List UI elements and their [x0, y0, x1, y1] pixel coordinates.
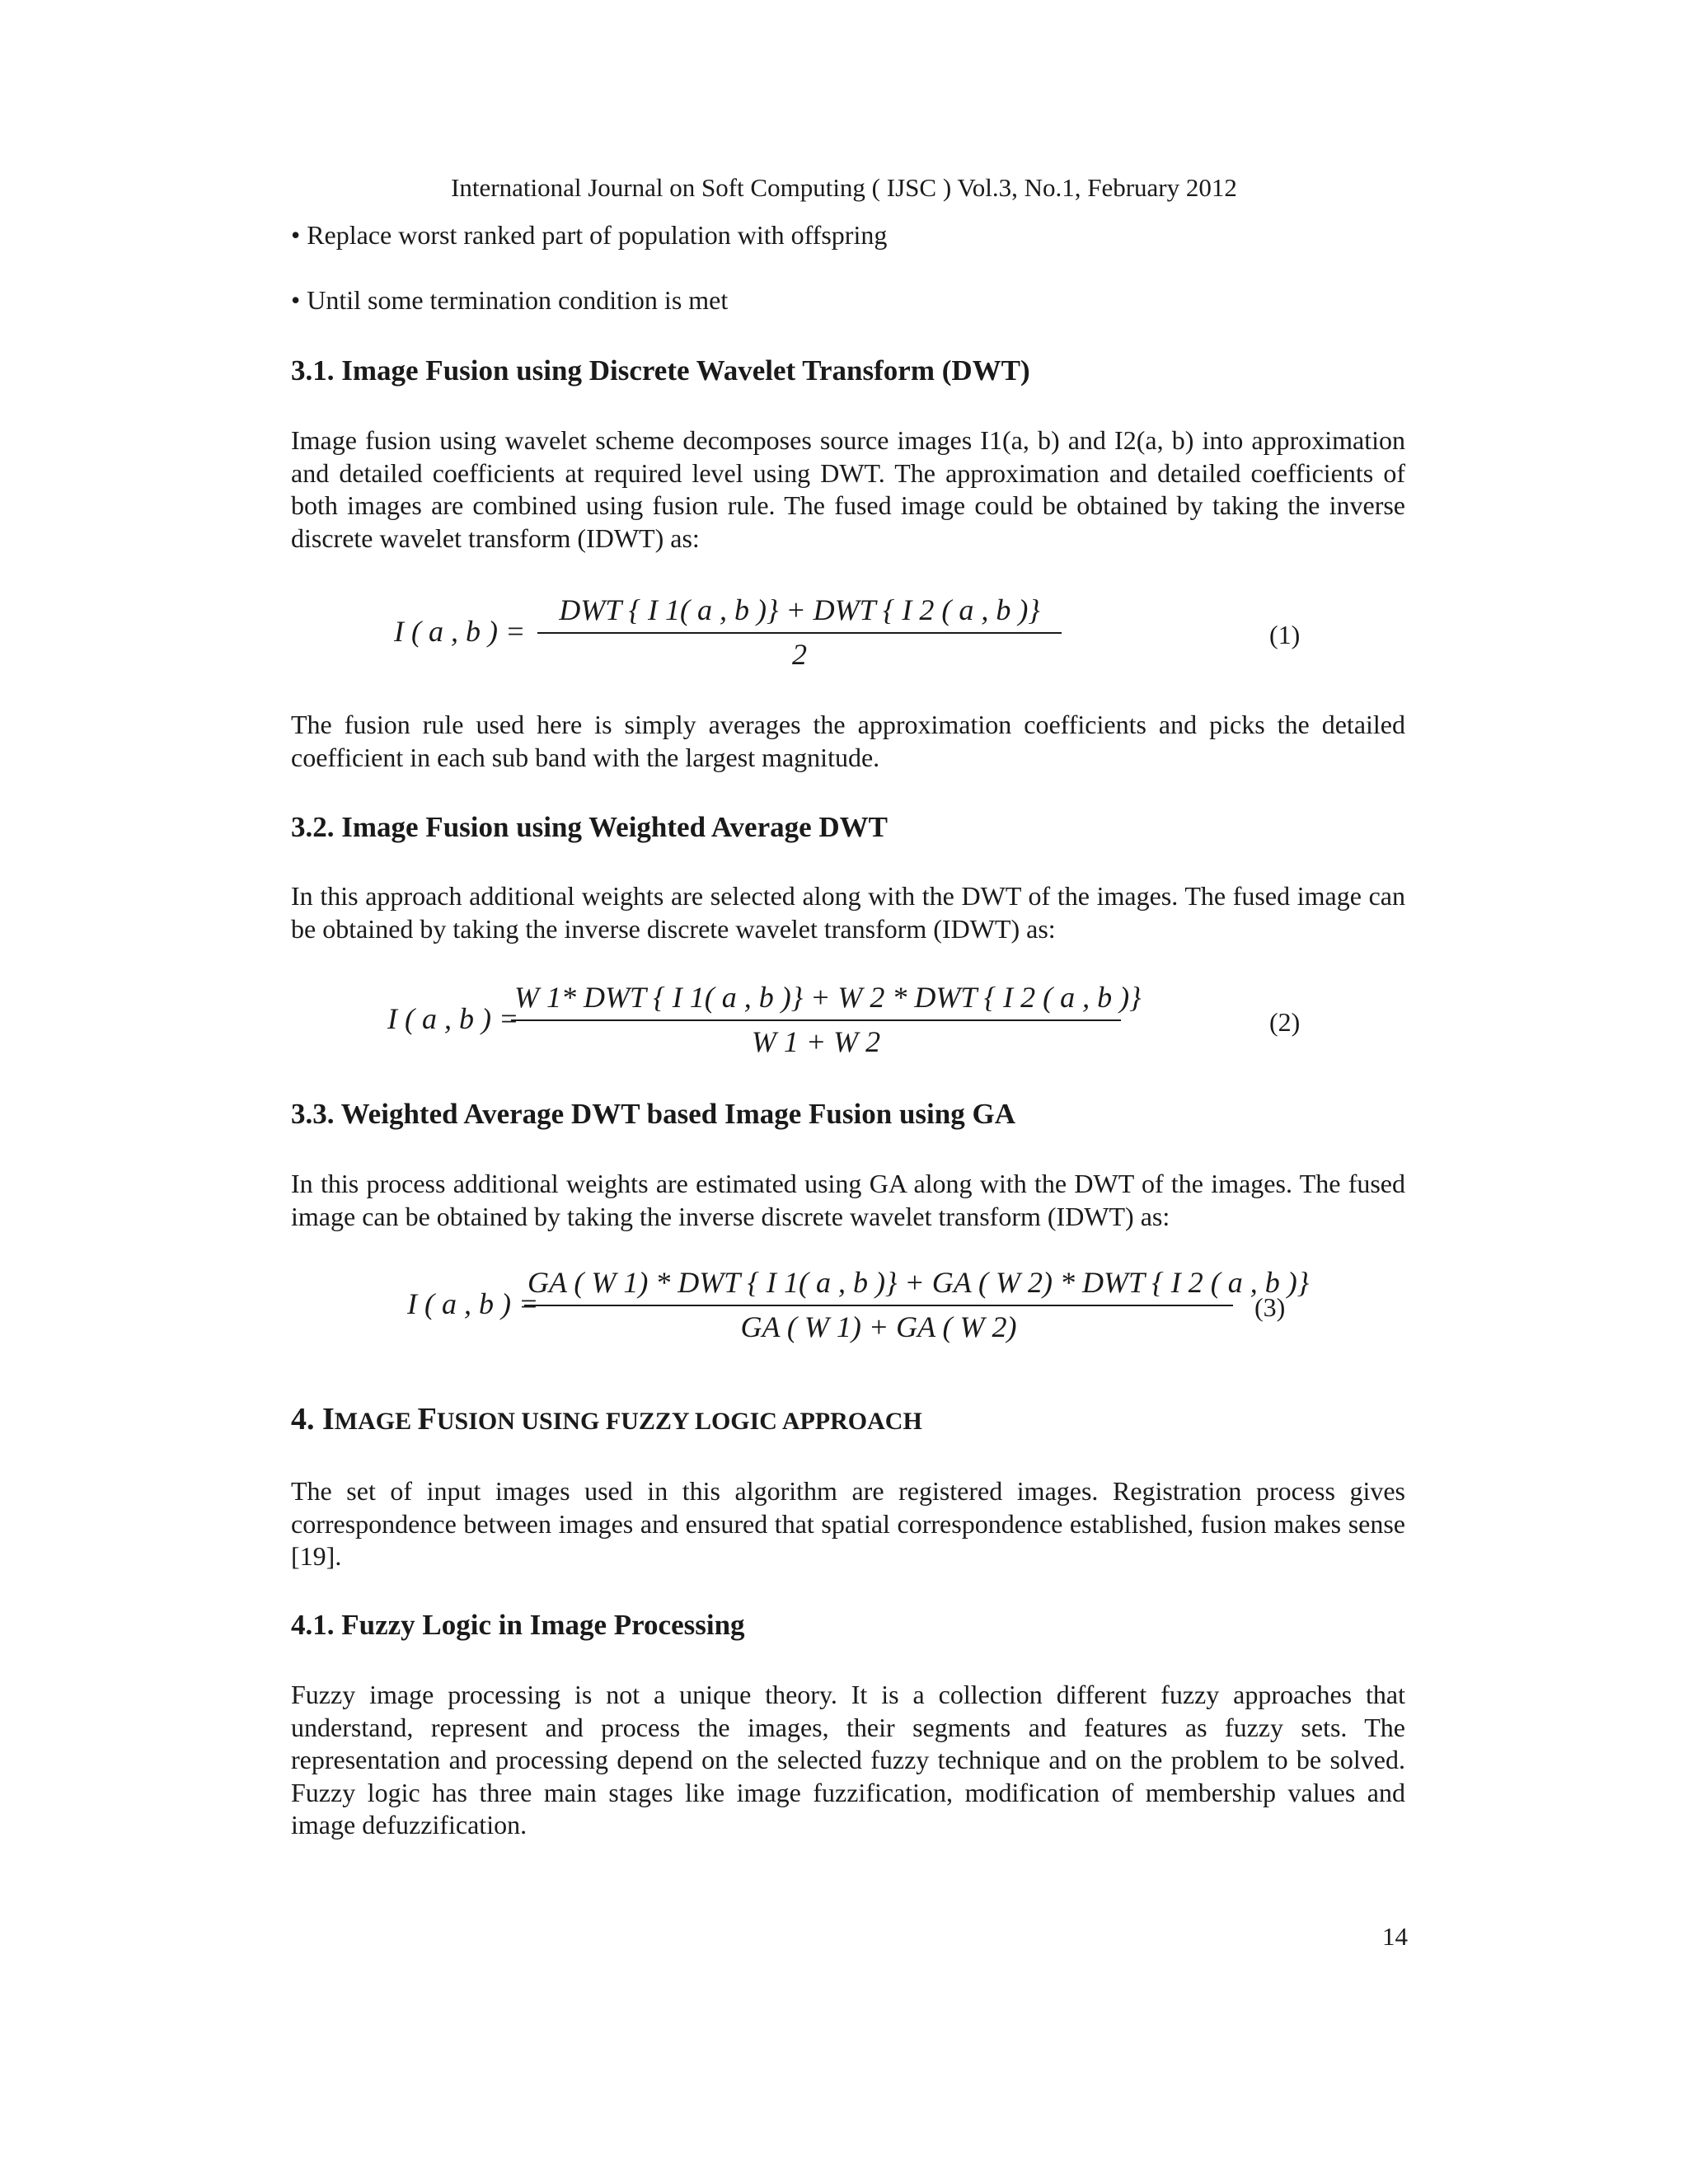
equation-2-lhs: I ( a , b ) = [387, 1002, 519, 1035]
section-heading-4-cap: F [417, 1402, 437, 1436]
equation-1-fraction [537, 591, 1062, 673]
paragraph-4-intro: The set of input images used in this algorithm are registered images. Registration process gives correspondence between images and ensured that spatial correspondence established, fusion makes sense [19]. [291, 1476, 1405, 1571]
equation-3-denominator: GA ( W 1) + GA ( W 2) [740, 1310, 1017, 1343]
section-heading-3-2: 3.2. Image Fusion using Weighted Average DWT [291, 811, 889, 843]
section-heading-3-3: 3.3. Weighted Average DWT based Image Fusion using GA [291, 1098, 1015, 1130]
equation-3-number: (3) [1254, 1292, 1286, 1322]
paragraph-3-1-intro: Image fusion using wavelet scheme decomposes source images I1(a, b) and I2(a, b) into approximation and detailed coefficients at required level using DWT. The approximation and detailed coefficients of both images are combined using fusion rule. The fused image could be obtained by taking the inverse discrete wavelet transform (IDWT) as: [291, 425, 1405, 553]
paragraph-3-2-intro: In this approach additional weights are selected along with the DWT of the images. The fused image can be obtained by taking the inverse discrete wavelet transform (IDWT) as: [291, 881, 1405, 944]
page-number: 14 [1382, 1922, 1408, 1951]
section-heading-4-num: 4. I [291, 1402, 335, 1436]
section-heading-4-part2: USION USING FUZZY LOGIC APPROACH [436, 1408, 922, 1435]
equation-1-lhs: I ( a , b ) = [394, 615, 526, 648]
equation-3-lhs: I ( a , b ) = [407, 1287, 539, 1320]
equation-1-denominator: 2 [792, 638, 807, 671]
bullet-item-until: • Until some termination condition is met [291, 285, 729, 315]
equation-3-fraction [524, 1263, 1310, 1346]
equation-2-denominator: W 1 + W 2 [751, 1025, 881, 1058]
running-header: International Journal on Soft Computing ( IJSC ) Vol.3, No.1, February 2012 [451, 173, 1237, 202]
bullet-item-replace: • Replace worst ranked part of population with offspring [291, 220, 888, 250]
section-heading-4-1: 4.1. Fuzzy Logic in Image Processing [291, 1609, 745, 1641]
section-heading-4-part1: MAGE [334, 1408, 418, 1435]
section-heading-4 [291, 1399, 1405, 1441]
equation-3-numerator: GA ( W 1) * DWT { I 1( a , b )} + GA ( W 2) * DWT { I 2 ( a , b )} [524, 1263, 1233, 1306]
equation-2-fraction [511, 978, 1142, 1061]
paragraph-3-1-rule: The fusion rule used here is simply averages the approximation coefficients and picks the detailed coefficient in each sub band with the largest magnitude. [291, 710, 1405, 772]
section-heading-3-1: 3.1. Image Fusion using Discrete Wavelet Transform (DWT) [291, 354, 1030, 387]
equation-1-numerator: DWT { I 1( a , b )} + DWT { I 2 ( a , b )} [537, 591, 1062, 634]
equation-1-number: (1) [1269, 620, 1301, 649]
paragraph-3-3-intro: In this process additional weights are estimated using GA along with the DWT of the images. The fused image can be obtained by taking the inverse discrete wavelet transform (IDWT) as: [291, 1169, 1405, 1231]
paragraph-4-1-intro: Fuzzy image processing is not a unique theory. It is a collection different fuzzy approaches that understand, represent and process the images, their segments and features as fuzzy sets. The representation and processing depend on the selected fuzzy technique and on the problem to be solved. Fuzzy logic has three main stages like image fuzzification, modification of membership values and image defuzzification. [291, 1680, 1405, 1840]
equation-2-numerator: W 1* DWT { I 1( a , b )} + W 2 * DWT { I 2 ( a , b )} [511, 978, 1121, 1021]
equation-2-number: (2) [1269, 1007, 1301, 1037]
